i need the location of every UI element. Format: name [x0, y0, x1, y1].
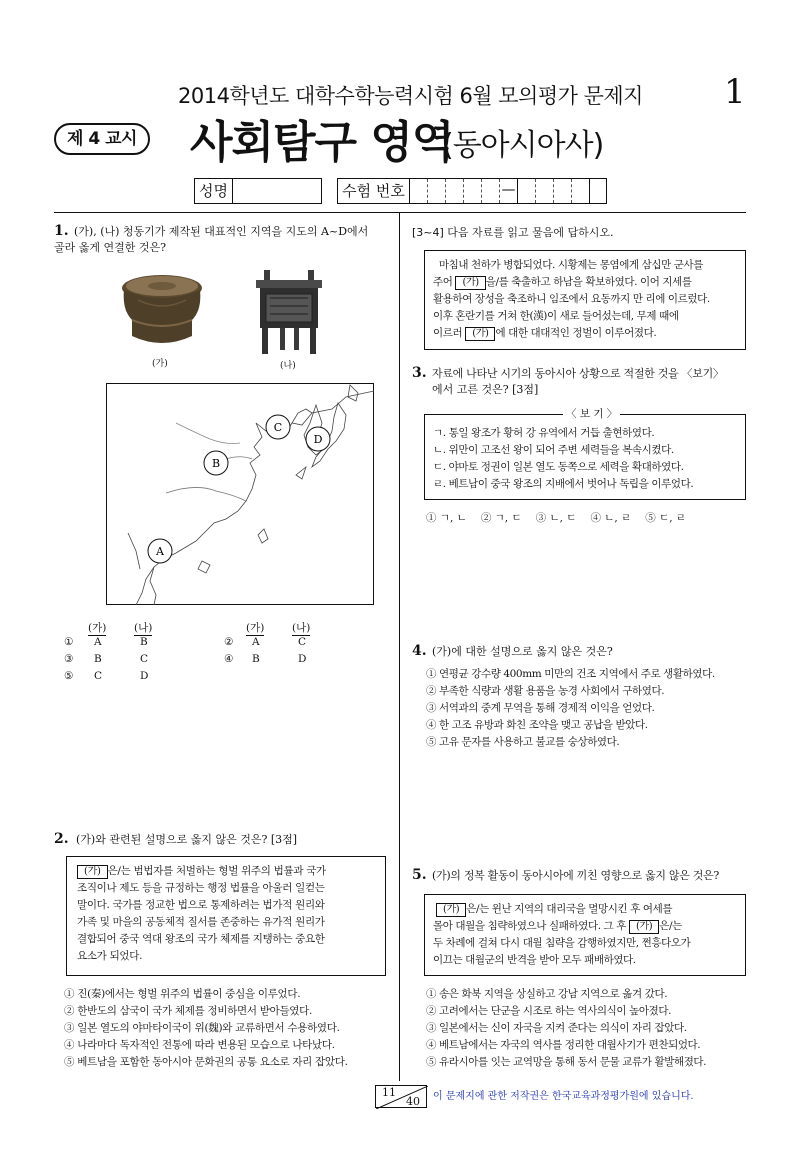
- exam-id-dash: —: [500, 179, 518, 203]
- option-2-na: C: [298, 636, 307, 648]
- q4-option-5[interactable]: ⑤ 고유 문자를 사용하고 불교를 숭상하였다.: [426, 736, 620, 748]
- question-4-options: [426, 666, 746, 751]
- q5-option-4[interactable]: ④ 베트남에서는 자국의 역사를 정리한 대월사기가 편찬되었다.: [426, 1039, 701, 1051]
- question-1: [54, 224, 390, 256]
- q34-line-2b: 을/를 축출하고 하남을 확보하였다. 이어 지세를: [485, 276, 692, 288]
- question-3-number: 3.: [412, 365, 427, 381]
- q5-line-1: 은/는 윈난 지역의 대리국을 멸망시킨 후 여세를: [466, 903, 673, 915]
- option-4-num[interactable]: ④: [224, 653, 234, 665]
- q5-line-4: 이끄는 대월군의 반격을 받아 모두 패배하였다.: [433, 954, 636, 966]
- question-4-number: 4.: [412, 643, 427, 659]
- question-4-stem: [412, 644, 746, 660]
- name-field[interactable]: [194, 178, 322, 204]
- q34-line-5b: 에 대한 대대적인 정벌이 이루어졌다.: [495, 327, 657, 339]
- question-2-source-box: [66, 856, 386, 976]
- q3-option-1[interactable]: ① ㄱ, ㄴ: [426, 512, 467, 524]
- q5-option-5[interactable]: ⑤ 유라시아를 잇는 교역망을 통해 동서 문물 교류가 활발해졌다.: [426, 1056, 707, 1068]
- name-label: 성명: [195, 179, 233, 203]
- map-label-d: D: [313, 433, 323, 446]
- question-1-stem-line1: (가), (나) 청동기가 제작된 대표적인 지역을 지도의 A~D에서: [74, 225, 369, 238]
- option-3-num[interactable]: ③: [64, 653, 74, 665]
- q5-line-3: 두 차례에 걸쳐 다시 대월 침략을 감행하였지만, 쩐흥다오가: [433, 937, 691, 949]
- q34-line-2a: 주어: [433, 276, 453, 288]
- question-5-number: 5.: [412, 867, 427, 883]
- option-4-na: D: [298, 653, 307, 665]
- q3-option-2[interactable]: ② ㄱ, ㄷ: [480, 512, 522, 524]
- question-2-stem: [54, 832, 390, 848]
- bogi-item-2: ㄴ. 위만이 고조선 왕이 되어 주변 세력들을 복속시켰다.: [433, 444, 674, 456]
- question-1-stem-line2: 골라 옳게 연결한 것은?: [54, 241, 167, 254]
- questions-3-4-source-box: [424, 250, 746, 350]
- q3-option-5[interactable]: ⑤ ㄷ, ㄹ: [645, 512, 687, 524]
- q2-box-line-6: 요소가 되었다.: [77, 950, 143, 962]
- q2-box-line-3: 말이다. 국가를 정교한 법으로 통제하려는 법가적 원리와: [77, 899, 325, 911]
- q4-option-4[interactable]: ④ 한 고조 유방과 화친 조약을 맺고 공납을 받았다.: [426, 719, 648, 731]
- q2-box-line-5: 결합되어 중국 역대 왕조의 국가 체제를 지탱하는 중요한: [77, 933, 325, 945]
- option-5-ga: C: [94, 670, 103, 682]
- footer-page-total: 40: [406, 1095, 420, 1108]
- q3-option-3[interactable]: ③ ㄴ, ㄷ: [535, 512, 577, 524]
- q2-option-3[interactable]: ③ 일본 열도의 야마타이국이 위(魏)와 교류하면서 수용하였다.: [64, 1022, 340, 1034]
- header-rule: [54, 212, 746, 213]
- option-2-num[interactable]: ②: [224, 636, 234, 648]
- exam-title: 2014학년도 대학수학능력시험 6월 모의평가 문제지: [178, 84, 643, 108]
- question-1-options: [60, 620, 390, 687]
- col-header-ga-2: (가): [246, 622, 265, 634]
- question-2-number: 2.: [54, 831, 69, 847]
- q4-option-2[interactable]: ② 부족한 식량과 생활 용품을 농경 사회에서 구하였다.: [426, 685, 665, 697]
- column-divider: [399, 213, 400, 1081]
- q34-line-1: 마침내 천하가 병합되었다. 시황제는 몽염에게 삼십만 군사를: [438, 259, 704, 271]
- q2-option-4[interactable]: ④ 나라마다 독자적인 전통에 따라 변용된 모습으로 나타났다.: [64, 1039, 335, 1051]
- exam-id-label: 수험 번호: [338, 179, 410, 203]
- q2-box-line-4: 가족 및 마을의 공동체적 질서를 존중하는 유가적 원리가: [77, 916, 325, 928]
- question-1-number: 1.: [54, 223, 69, 239]
- q3-option-4[interactable]: ④ ㄴ, ㄹ: [590, 512, 632, 524]
- footer-page-current: 11: [382, 1086, 396, 1099]
- question-5-options: [426, 986, 746, 1071]
- bronze-drum-image: [118, 270, 206, 350]
- q34-line-4: 이후 혼란기를 거쳐 한(漢)이 새로 들어섰는데, 무제 때에: [433, 310, 679, 322]
- footer-page-indicator: [375, 1085, 427, 1108]
- q5-option-1[interactable]: ① 송은 화북 지역을 상실하고 강남 지역으로 옮겨 갔다.: [426, 988, 668, 1000]
- option-5-num[interactable]: ⑤: [64, 670, 74, 682]
- bogi-item-4: ㄹ. 베트남이 중국 왕조의 지배에서 벗어나 독립을 이루었다.: [433, 478, 694, 490]
- q4-option-3[interactable]: ③ 서역과의 중계 무역을 통해 경제적 이익을 얻었다.: [426, 702, 655, 714]
- q2-option-2[interactable]: ② 한반도의 삼국이 국가 체제를 정비하면서 받아들였다.: [64, 1005, 313, 1017]
- page-number: 1: [724, 72, 746, 112]
- option-5-na: D: [140, 670, 149, 682]
- image-label-na: (나): [280, 361, 296, 371]
- q2-box-line-2: 조직이나 제도 등을 규정하는 행정 법률을 아울러 일컫는: [77, 882, 325, 894]
- q5-line-2b: 은/는: [659, 920, 682, 932]
- question-4-stem-text: (가)에 대한 설명으로 옳지 않은 것은?: [432, 645, 613, 658]
- questions-3-4-intro: [3~4] 다음 자료를 읽고 물음에 답하시오.: [412, 226, 614, 239]
- map-label-b: B: [211, 457, 221, 470]
- q5-option-2[interactable]: ② 고려에서는 단군을 시조로 하는 역사의식이 높아졌다.: [426, 1005, 672, 1017]
- question-5-stem: [412, 868, 746, 884]
- question-2-options: [64, 986, 394, 1071]
- bogi-box: [424, 408, 746, 500]
- option-3-na: C: [140, 653, 149, 665]
- q2-option-5[interactable]: ⑤ 베트남을 포함한 동아시아 문화권의 공통 요소로 자리 잡았다.: [64, 1056, 348, 1068]
- option-1-na: B: [140, 636, 148, 648]
- question-5-stem-text: (가)의 정복 활동이 동아시아에 끼친 영향으로 옳지 않은 것은?: [432, 869, 719, 882]
- question-2-stem-text: (가)와 관련된 설명으로 옳지 않은 것은? [3점]: [76, 833, 298, 846]
- q5-option-3[interactable]: ③ 일본에서는 신이 자국을 지켜 준다는 의식이 자리 잡았다.: [426, 1022, 687, 1034]
- q34-line-3: 활용하여 장성을 축조하니 임조에서 요동까지 만 리에 이르렀다.: [433, 293, 710, 305]
- q34-line-5a: 이르러: [433, 327, 463, 339]
- question-2-blank: (가): [77, 865, 108, 879]
- image-label-ga: (가): [152, 359, 168, 369]
- q2-box-line-1: 은/는 범법자를 처벌하는 형벌 위주의 법률과 국가: [107, 865, 326, 877]
- exam-id-field[interactable]: [337, 178, 607, 204]
- option-1-ga: A: [94, 636, 102, 648]
- subject-subtitle: (동아시아사): [442, 128, 604, 163]
- q34-blank-2: (가): [465, 327, 495, 341]
- question-3-stem-line2: 에서 고른 것은? [3점]: [432, 383, 539, 396]
- question-5-source-box: [424, 894, 746, 976]
- question-3-stem-line1: 자료에 나타난 시기의 동아시아 상황으로 적절한 것을 〈보기〉: [432, 367, 724, 380]
- bogi-item-1: ㄱ. 통일 왕조가 황허 강 유역에서 거듭 출현하였다.: [433, 427, 655, 439]
- map-label-a: A: [156, 545, 164, 558]
- col-header-na-2: (나): [292, 622, 311, 634]
- bogi-item-3: ㄷ. 야마토 정권이 일본 열도 동쪽으로 세력을 확대하였다.: [433, 461, 684, 473]
- session-badge: 제 4 교시: [54, 123, 150, 155]
- q4-option-1[interactable]: ① 연평균 강수량 400mm 미만의 건조 지역에서 주로 생활하였다.: [426, 668, 715, 680]
- col-header-na: (나): [134, 622, 153, 634]
- q5-blank-1: (가): [436, 903, 466, 917]
- map-label-c: C: [273, 421, 283, 434]
- east-asia-map: [106, 383, 374, 605]
- subject-title: 사회탐구 영역: [190, 117, 454, 168]
- footer-copyright: 이 문제지에 관한 저작권은 한국교육과정평가원에 있습니다.: [433, 1091, 694, 1102]
- option-3-ga: B: [94, 653, 102, 665]
- question-3-options: [426, 510, 746, 527]
- q2-option-1[interactable]: ① 진(秦)에서는 형벌 위주의 법률이 중심을 이루었다.: [64, 988, 301, 1000]
- question-3-stem: [412, 366, 746, 398]
- q34-blank-1: (가): [455, 276, 485, 290]
- q5-line-2: 몰아 대월을 침략하였으나 실패하였다. 그 후: [433, 920, 626, 932]
- q5-blank-2: (가): [629, 920, 659, 934]
- bronze-vessel-image: [250, 268, 328, 356]
- col-header-ga: (가): [88, 622, 107, 634]
- option-1-num[interactable]: ①: [64, 636, 74, 648]
- option-4-ga: B: [252, 653, 260, 665]
- bogi-title: 〈 보 기 〉: [563, 406, 620, 423]
- option-2-ga: A: [252, 636, 260, 648]
